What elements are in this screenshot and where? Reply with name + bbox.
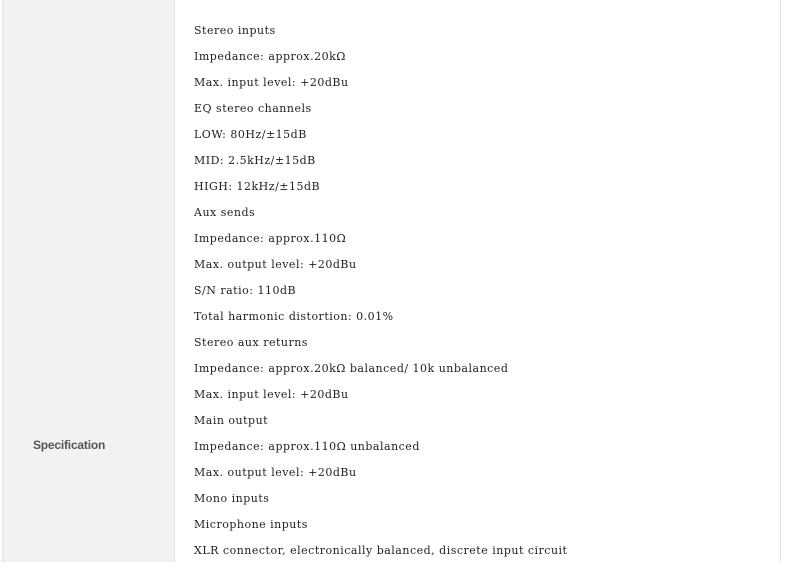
spec-line: Impedance: approx.20kΩ (194, 50, 346, 63)
spec-line: XLR connector, electronically balanced, discrete input circuit (194, 544, 568, 557)
spec-line: LOW: 80Hz/±15dB (194, 128, 307, 141)
spec-line: Max. input level: +20dBu (194, 76, 349, 89)
spec-line: Max. input level: +20dBu (194, 388, 349, 401)
spec-line: Main output (194, 414, 269, 427)
spec-label: Specification (33, 438, 106, 452)
specification-table (2, 0, 781, 562)
spec-line: MID: 2.5kHz/±15dB (194, 154, 316, 167)
spec-line: Stereo inputs (194, 24, 276, 37)
spec-line: HIGH: 12kHz/±15dB (194, 180, 321, 193)
spec-line: Max. output level: +20dBu (194, 258, 357, 271)
spec-line: Mono inputs (194, 492, 270, 505)
spec-value-cell (175, 0, 780, 562)
spec-line: Aux sends (194, 206, 256, 219)
spec-line: Max. output level: +20dBu (194, 466, 357, 479)
spec-line: Stereo aux returns (194, 336, 308, 349)
spec-line: S/N ratio: 110dB (194, 284, 297, 297)
spec-label-cell (3, 0, 175, 562)
spec-line: Impedance: approx.110Ω (194, 232, 347, 245)
spec-line: Total harmonic distortion: 0.01% (194, 310, 394, 323)
spec-line: Impedance: approx.110Ω unbalanced (194, 440, 420, 453)
spec-line: EQ stereo channels (194, 102, 312, 115)
spec-line: Impedance: approx.20kΩ balanced/ 10k unbalanced (194, 362, 509, 375)
spec-line: Microphone inputs (194, 518, 308, 531)
spec-list (194, 23, 567, 569)
